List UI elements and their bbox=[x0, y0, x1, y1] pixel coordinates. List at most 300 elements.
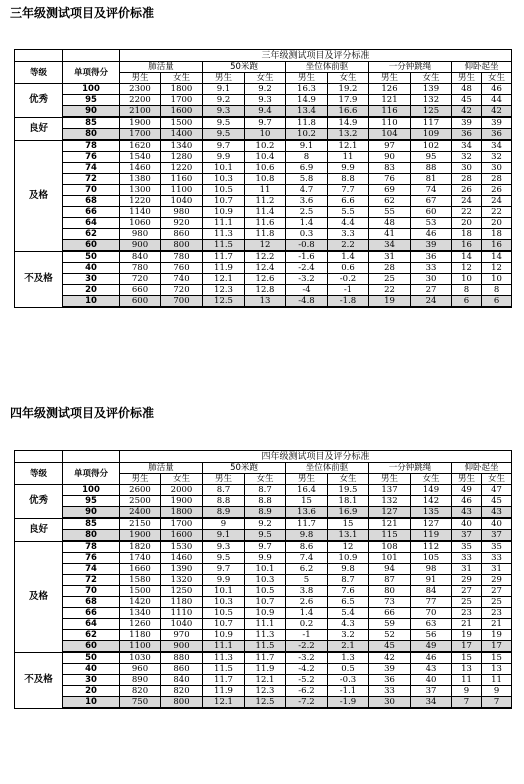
value-cell: 11.7 bbox=[286, 518, 328, 530]
female-subheader: 女生 bbox=[482, 474, 512, 485]
table-row bbox=[15, 185, 512, 196]
value-cell: 840 bbox=[161, 675, 203, 686]
value-cell: 83 bbox=[369, 163, 411, 174]
value-cell: 4.7 bbox=[286, 185, 328, 196]
score-cell: 68 bbox=[63, 597, 120, 608]
score-cell: 78 bbox=[63, 140, 120, 152]
value-cell: -4.8 bbox=[286, 296, 328, 308]
table-row bbox=[15, 129, 512, 141]
value-cell: 12 bbox=[328, 541, 369, 553]
value-cell: 14 bbox=[452, 251, 482, 263]
male-subheader: 男生 bbox=[203, 474, 245, 485]
score-cell: 30 bbox=[63, 675, 120, 686]
value-cell: 46 bbox=[452, 496, 482, 507]
value-cell: 36 bbox=[452, 129, 482, 141]
value-cell: 1220 bbox=[161, 163, 203, 174]
value-cell: 1400 bbox=[161, 129, 203, 141]
value-cell: 6 bbox=[452, 296, 482, 308]
value-cell: 139 bbox=[411, 84, 452, 95]
value-cell: 28 bbox=[482, 174, 512, 185]
value-cell: 19.2 bbox=[328, 84, 369, 95]
value-cell: -1 bbox=[286, 630, 328, 641]
value-cell: 29 bbox=[482, 575, 512, 586]
male-subheader: 男生 bbox=[120, 474, 161, 485]
value-cell: 25 bbox=[369, 274, 411, 285]
value-cell: 19.5 bbox=[328, 485, 369, 496]
value-cell: 900 bbox=[120, 240, 161, 252]
value-cell: 43 bbox=[452, 507, 482, 519]
value-cell: 720 bbox=[120, 274, 161, 285]
value-cell: 35 bbox=[452, 541, 482, 553]
female-subheader: 女生 bbox=[161, 73, 203, 84]
value-cell: 10.3 bbox=[203, 597, 245, 608]
male-subheader: 男生 bbox=[452, 73, 482, 84]
value-cell: 31 bbox=[452, 564, 482, 575]
value-cell: 18 bbox=[482, 229, 512, 240]
value-cell: 33 bbox=[482, 553, 512, 564]
table-row bbox=[15, 652, 512, 664]
value-cell: 69 bbox=[369, 185, 411, 196]
value-cell: 1100 bbox=[161, 185, 203, 196]
value-cell: 1040 bbox=[161, 196, 203, 207]
value-cell: 121 bbox=[369, 518, 411, 530]
value-cell: 142 bbox=[411, 496, 452, 507]
table-row bbox=[15, 485, 512, 496]
value-cell: 31 bbox=[369, 251, 411, 263]
value-cell: 1500 bbox=[120, 586, 161, 597]
value-cell: 11.8 bbox=[245, 229, 286, 240]
value-cell: 1320 bbox=[161, 575, 203, 586]
value-cell: 1220 bbox=[120, 196, 161, 207]
grade3-standards-table bbox=[14, 49, 512, 308]
value-cell: 18 bbox=[452, 229, 482, 240]
value-cell: 80 bbox=[369, 586, 411, 597]
value-cell: 11.3 bbox=[203, 652, 245, 664]
value-cell: 9 bbox=[203, 518, 245, 530]
value-cell: 1600 bbox=[161, 106, 203, 118]
value-cell: -0.3 bbox=[328, 675, 369, 686]
value-cell: 1110 bbox=[161, 608, 203, 619]
value-cell: 95 bbox=[411, 152, 452, 163]
value-cell: 37 bbox=[411, 686, 452, 697]
value-cell: 1800 bbox=[161, 507, 203, 519]
value-cell: 59 bbox=[369, 619, 411, 630]
value-cell: 9.7 bbox=[203, 564, 245, 575]
value-cell: 880 bbox=[161, 652, 203, 664]
table-row bbox=[15, 641, 512, 653]
score-cell: 64 bbox=[63, 619, 120, 630]
value-cell: 10 bbox=[452, 274, 482, 285]
value-cell: 1900 bbox=[120, 530, 161, 542]
male-subheader: 男生 bbox=[286, 73, 328, 84]
value-cell: 8.9 bbox=[245, 507, 286, 519]
value-cell: 18.1 bbox=[328, 496, 369, 507]
table-row bbox=[15, 218, 512, 229]
value-cell: 780 bbox=[161, 251, 203, 263]
score-cell: 66 bbox=[63, 608, 120, 619]
value-cell: 24 bbox=[482, 196, 512, 207]
value-cell: 47 bbox=[482, 485, 512, 496]
value-cell: 2000 bbox=[161, 485, 203, 496]
value-cell: 43 bbox=[411, 664, 452, 675]
value-cell: 2200 bbox=[120, 95, 161, 106]
value-cell: 720 bbox=[161, 285, 203, 296]
score-cell: 100 bbox=[63, 84, 120, 95]
value-cell: 800 bbox=[161, 697, 203, 709]
value-cell: 11 bbox=[328, 152, 369, 163]
value-cell: 10.7 bbox=[203, 619, 245, 630]
test-item-header: 50米跑 bbox=[203, 463, 286, 474]
table-row bbox=[15, 564, 512, 575]
table-row bbox=[15, 518, 512, 530]
value-cell: 76 bbox=[369, 174, 411, 185]
table-row bbox=[15, 608, 512, 619]
value-cell: 125 bbox=[411, 106, 452, 118]
value-cell: 127 bbox=[369, 507, 411, 519]
value-cell: 36 bbox=[482, 129, 512, 141]
value-cell: 8.8 bbox=[328, 174, 369, 185]
value-cell: 9.7 bbox=[245, 117, 286, 129]
value-cell: 740 bbox=[161, 274, 203, 285]
value-cell: 43 bbox=[482, 507, 512, 519]
value-cell: 12.1 bbox=[203, 697, 245, 709]
table-row bbox=[15, 263, 512, 274]
value-cell: 16.3 bbox=[286, 84, 328, 95]
value-cell: 2.5 bbox=[286, 207, 328, 218]
value-cell: 7 bbox=[452, 697, 482, 709]
value-cell: 1030 bbox=[120, 652, 161, 664]
value-cell: 960 bbox=[120, 664, 161, 675]
value-cell: 2150 bbox=[120, 518, 161, 530]
value-cell: 8 bbox=[286, 152, 328, 163]
value-cell: 12.8 bbox=[245, 285, 286, 296]
score-cell: 40 bbox=[63, 263, 120, 274]
value-cell: 63 bbox=[411, 619, 452, 630]
value-cell: 22 bbox=[369, 285, 411, 296]
score-cell: 70 bbox=[63, 586, 120, 597]
value-cell: 30 bbox=[452, 163, 482, 174]
score-cell: 50 bbox=[63, 251, 120, 263]
table-row bbox=[15, 530, 512, 542]
value-cell: 33 bbox=[411, 263, 452, 274]
score-cell: 90 bbox=[63, 507, 120, 519]
value-cell: 1.3 bbox=[328, 652, 369, 664]
value-cell: 1820 bbox=[120, 541, 161, 553]
value-cell: -4 bbox=[286, 285, 328, 296]
table-row bbox=[15, 117, 512, 129]
value-cell: 11.9 bbox=[203, 686, 245, 697]
value-cell: 19 bbox=[452, 630, 482, 641]
value-cell: 121 bbox=[369, 95, 411, 106]
value-cell: 5.5 bbox=[328, 207, 369, 218]
value-cell: 13.6 bbox=[286, 507, 328, 519]
value-cell: 9.3 bbox=[203, 106, 245, 118]
value-cell: 8.7 bbox=[328, 575, 369, 586]
value-cell: 1340 bbox=[161, 140, 203, 152]
value-cell: 11.7 bbox=[245, 652, 286, 664]
value-cell: -1.9 bbox=[328, 697, 369, 709]
score-cell: 70 bbox=[63, 185, 120, 196]
value-cell: 11 bbox=[482, 675, 512, 686]
value-cell: 49 bbox=[411, 641, 452, 653]
value-cell: 1140 bbox=[120, 207, 161, 218]
female-subheader: 女生 bbox=[411, 73, 452, 84]
value-cell: 800 bbox=[161, 240, 203, 252]
value-cell: 840 bbox=[120, 251, 161, 263]
value-cell: 12.6 bbox=[245, 274, 286, 285]
value-cell: -0.2 bbox=[328, 274, 369, 285]
value-cell: 1540 bbox=[120, 152, 161, 163]
value-cell: 9.1 bbox=[286, 140, 328, 152]
value-cell: 11.1 bbox=[203, 218, 245, 229]
value-cell: -1.6 bbox=[286, 251, 328, 263]
value-cell: 980 bbox=[120, 229, 161, 240]
value-cell: 9.1 bbox=[203, 84, 245, 95]
value-cell: 46 bbox=[411, 229, 452, 240]
table-row bbox=[15, 575, 512, 586]
table-row bbox=[15, 664, 512, 675]
score-cell: 10 bbox=[63, 697, 120, 709]
value-cell: 94 bbox=[369, 564, 411, 575]
score-cell: 76 bbox=[63, 553, 120, 564]
test-item-header: 仰卧起坐 bbox=[452, 463, 512, 474]
value-cell: 12.5 bbox=[203, 296, 245, 308]
value-cell: 2600 bbox=[120, 485, 161, 496]
value-cell: 10.1 bbox=[245, 564, 286, 575]
value-cell: 9.5 bbox=[245, 530, 286, 542]
value-cell: 20 bbox=[482, 218, 512, 229]
value-cell: 14.9 bbox=[328, 117, 369, 129]
table-row bbox=[15, 496, 512, 507]
value-cell: 109 bbox=[411, 129, 452, 141]
score-cell: 64 bbox=[63, 218, 120, 229]
value-cell: 77 bbox=[411, 597, 452, 608]
female-subheader: 女生 bbox=[245, 474, 286, 485]
value-cell: 1260 bbox=[120, 619, 161, 630]
value-cell: 10.7 bbox=[203, 196, 245, 207]
score-cell: 66 bbox=[63, 207, 120, 218]
table-row bbox=[15, 507, 512, 519]
value-cell: 15 bbox=[328, 518, 369, 530]
value-cell: 11.1 bbox=[245, 619, 286, 630]
value-cell: 127 bbox=[411, 518, 452, 530]
value-cell: 7 bbox=[482, 697, 512, 709]
score-cell: 20 bbox=[63, 686, 120, 697]
value-cell: 2.6 bbox=[286, 597, 328, 608]
value-cell: 52 bbox=[369, 630, 411, 641]
value-cell: 8.9 bbox=[203, 507, 245, 519]
value-cell: 1160 bbox=[161, 174, 203, 185]
value-cell: 88 bbox=[411, 163, 452, 174]
value-cell: 0.5 bbox=[328, 664, 369, 675]
value-cell: 25 bbox=[482, 597, 512, 608]
value-cell: 1900 bbox=[161, 496, 203, 507]
value-cell: 8 bbox=[482, 285, 512, 296]
value-cell: 9 bbox=[452, 686, 482, 697]
value-cell: 56 bbox=[411, 630, 452, 641]
table-row bbox=[15, 285, 512, 296]
female-subheader: 女生 bbox=[328, 73, 369, 84]
value-cell: 30 bbox=[411, 274, 452, 285]
value-cell: 132 bbox=[411, 95, 452, 106]
value-cell: 9.7 bbox=[245, 541, 286, 553]
value-cell: 1280 bbox=[161, 152, 203, 163]
value-cell: 13 bbox=[482, 664, 512, 675]
value-cell: 860 bbox=[161, 229, 203, 240]
value-cell: 1500 bbox=[161, 117, 203, 129]
value-cell: 1580 bbox=[120, 575, 161, 586]
value-cell: 1390 bbox=[161, 564, 203, 575]
value-cell: 11.9 bbox=[245, 664, 286, 675]
value-cell: 9.9 bbox=[328, 163, 369, 174]
value-cell: 11.3 bbox=[203, 229, 245, 240]
score-cell: 60 bbox=[63, 641, 120, 653]
score-cell: 50 bbox=[63, 652, 120, 664]
value-cell: 1180 bbox=[161, 597, 203, 608]
value-cell: 12 bbox=[452, 263, 482, 274]
value-cell: -2.4 bbox=[286, 263, 328, 274]
value-cell: 7.6 bbox=[328, 586, 369, 597]
value-cell: 9.2 bbox=[203, 95, 245, 106]
value-cell: 860 bbox=[161, 664, 203, 675]
value-cell: -3.2 bbox=[286, 652, 328, 664]
table-row bbox=[15, 553, 512, 564]
value-cell: 39 bbox=[452, 117, 482, 129]
value-cell: 117 bbox=[411, 117, 452, 129]
value-cell: 40 bbox=[452, 518, 482, 530]
value-cell: 34 bbox=[369, 240, 411, 252]
value-cell: -0.8 bbox=[286, 240, 328, 252]
value-cell: 27 bbox=[452, 586, 482, 597]
value-cell: 13.1 bbox=[328, 530, 369, 542]
value-cell: 17 bbox=[452, 641, 482, 653]
score-cell: 72 bbox=[63, 575, 120, 586]
value-cell: 10.1 bbox=[203, 586, 245, 597]
value-cell: 36 bbox=[369, 675, 411, 686]
value-cell: 1620 bbox=[120, 140, 161, 152]
table-row bbox=[15, 686, 512, 697]
value-cell: 10.4 bbox=[245, 152, 286, 163]
value-cell: 13.4 bbox=[286, 106, 328, 118]
value-cell: 12.1 bbox=[328, 140, 369, 152]
value-cell: 1660 bbox=[120, 564, 161, 575]
value-cell: 780 bbox=[120, 263, 161, 274]
female-subheader: 女生 bbox=[482, 73, 512, 84]
value-cell: 11.5 bbox=[245, 641, 286, 653]
score-cell: 68 bbox=[63, 196, 120, 207]
table-row bbox=[15, 207, 512, 218]
value-cell: -2.2 bbox=[286, 641, 328, 653]
value-cell: 70 bbox=[411, 608, 452, 619]
table-row bbox=[15, 251, 512, 263]
value-cell: 8.6 bbox=[286, 541, 328, 553]
value-cell: 34 bbox=[482, 140, 512, 152]
value-cell: 5.8 bbox=[286, 174, 328, 185]
value-cell: 1100 bbox=[120, 641, 161, 653]
grade-label: 及格 bbox=[15, 541, 63, 652]
value-cell: 26 bbox=[482, 185, 512, 196]
value-cell: 23 bbox=[452, 608, 482, 619]
value-cell: 66 bbox=[369, 608, 411, 619]
value-cell: -7.2 bbox=[286, 697, 328, 709]
value-cell: 820 bbox=[161, 686, 203, 697]
value-cell: 6.2 bbox=[286, 564, 328, 575]
value-cell: 6.5 bbox=[328, 597, 369, 608]
female-subheader: 女生 bbox=[161, 474, 203, 485]
value-cell: 13.2 bbox=[328, 129, 369, 141]
score-cell: 62 bbox=[63, 229, 120, 240]
value-cell: 8.7 bbox=[203, 485, 245, 496]
value-cell: 12 bbox=[482, 263, 512, 274]
value-cell: 17 bbox=[482, 641, 512, 653]
value-cell: 22 bbox=[452, 207, 482, 218]
value-cell: 890 bbox=[120, 675, 161, 686]
value-cell: -1.1 bbox=[328, 686, 369, 697]
value-cell: 35 bbox=[482, 541, 512, 553]
value-cell: 11.7 bbox=[203, 251, 245, 263]
male-subheader: 男生 bbox=[452, 474, 482, 485]
table-row bbox=[15, 140, 512, 152]
value-cell: 750 bbox=[120, 697, 161, 709]
value-cell: 97 bbox=[369, 140, 411, 152]
table-row bbox=[15, 619, 512, 630]
value-cell: 24 bbox=[411, 296, 452, 308]
value-cell: 11.1 bbox=[203, 641, 245, 653]
value-cell: 45 bbox=[452, 95, 482, 106]
value-cell: 36 bbox=[411, 251, 452, 263]
value-cell: 11.5 bbox=[203, 240, 245, 252]
value-cell: 7.4 bbox=[286, 553, 328, 564]
value-cell: 0.6 bbox=[328, 263, 369, 274]
value-cell: 101 bbox=[369, 553, 411, 564]
value-cell: 13 bbox=[245, 296, 286, 308]
female-subheader: 女生 bbox=[328, 474, 369, 485]
value-cell: 9 bbox=[482, 686, 512, 697]
value-cell: 9.9 bbox=[203, 575, 245, 586]
value-cell: 6.6 bbox=[328, 196, 369, 207]
value-cell: 22 bbox=[482, 207, 512, 218]
value-cell: 9.3 bbox=[245, 95, 286, 106]
value-cell: 29 bbox=[452, 575, 482, 586]
table-row bbox=[15, 174, 512, 185]
male-subheader: 男生 bbox=[369, 73, 411, 84]
value-cell: 12.4 bbox=[245, 263, 286, 274]
value-cell: 24 bbox=[452, 196, 482, 207]
score-cell: 85 bbox=[63, 117, 120, 129]
score-cell: 80 bbox=[63, 129, 120, 141]
table-row bbox=[15, 586, 512, 597]
value-cell: 1530 bbox=[161, 541, 203, 553]
value-cell: 45 bbox=[482, 496, 512, 507]
value-cell: 25 bbox=[452, 597, 482, 608]
value-cell: 10.8 bbox=[245, 174, 286, 185]
value-cell: 2.2 bbox=[328, 240, 369, 252]
value-cell: 9.7 bbox=[203, 140, 245, 152]
value-cell: -3.2 bbox=[286, 274, 328, 285]
score-cell: 95 bbox=[63, 496, 120, 507]
value-cell: 9.8 bbox=[328, 564, 369, 575]
value-cell: 10.6 bbox=[245, 163, 286, 174]
value-cell: 1.4 bbox=[286, 218, 328, 229]
value-cell: 98 bbox=[411, 564, 452, 575]
value-cell: 10.3 bbox=[245, 575, 286, 586]
value-cell: 10.9 bbox=[203, 630, 245, 641]
value-cell: 19 bbox=[482, 630, 512, 641]
value-cell: 10.2 bbox=[286, 129, 328, 141]
score-cell: 72 bbox=[63, 174, 120, 185]
value-cell: 115 bbox=[369, 530, 411, 542]
value-cell: 760 bbox=[161, 263, 203, 274]
